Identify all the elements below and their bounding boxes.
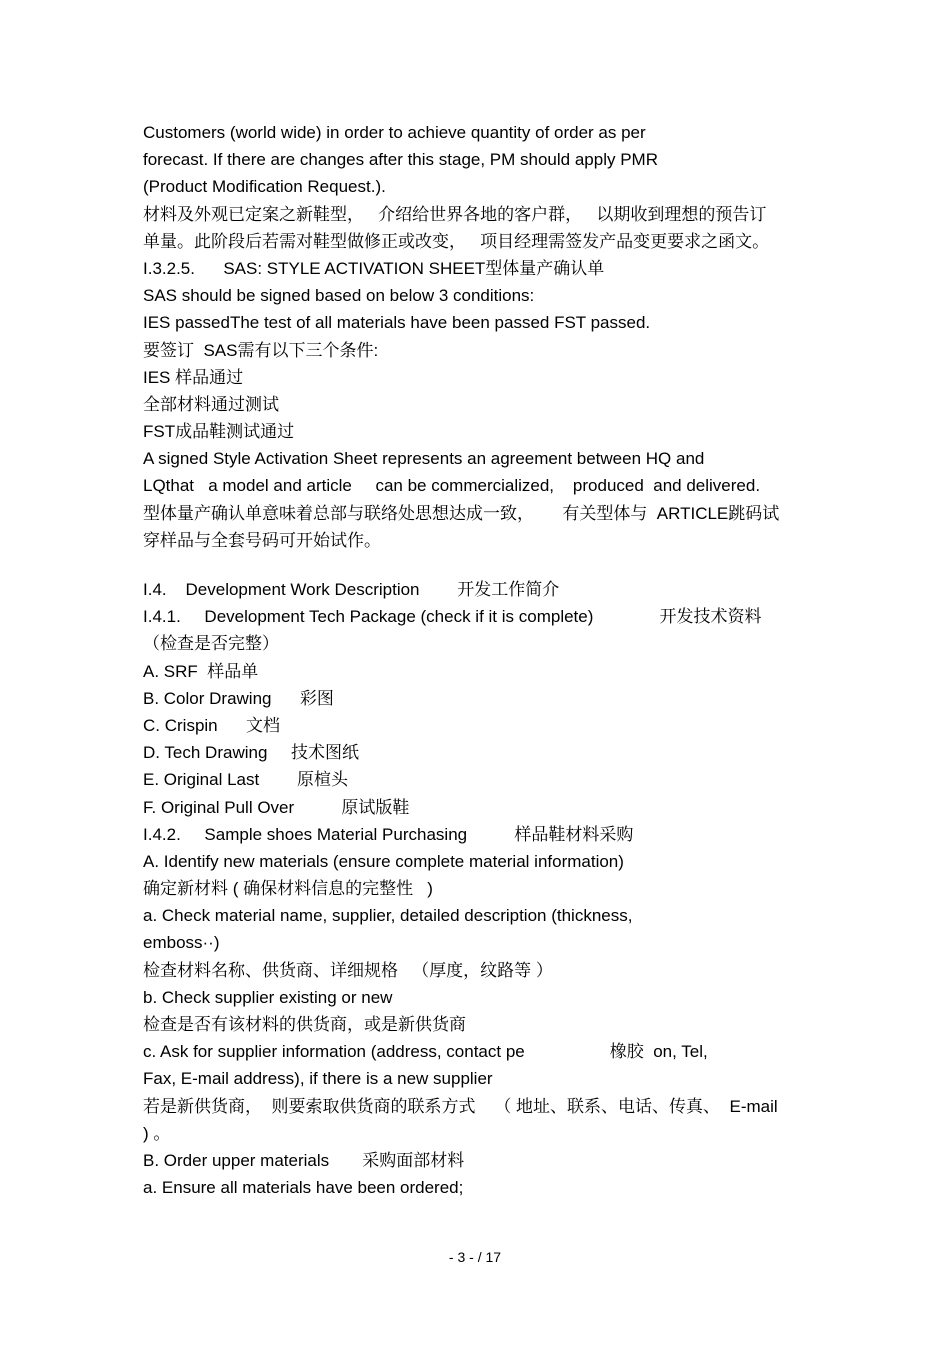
list-item: a. Ensure all materials have been ordered; (143, 1178, 464, 1198)
paragraph-gap (143, 554, 813, 576)
text-line: A signed Style Activation Sheet represents an agreement between HQ and (143, 449, 705, 469)
text-line: 材料及外观已定案之新鞋型， 介绍给世界各地的客户群， 以期收到理想的预告订 (143, 204, 767, 224)
text-line: IES passedThe test of all materials have been passed FST passed. (143, 313, 651, 333)
text-line: 确定新材料 ( 确保材料信息的完整性 ) (143, 879, 433, 899)
text-line: 检查是否有该材料的供货商，或是新供货商 (143, 1015, 466, 1034)
list-item: D. Tech Drawing 技术图纸 (143, 743, 360, 763)
list-item: E. Original Last 原楦头 (143, 770, 349, 790)
text-line: emboss··) (143, 933, 220, 953)
text-line: 全部材料通过测试 (143, 394, 279, 414)
text-line: Fax, E-mail address), if there is a new supplier (143, 1069, 493, 1089)
text-line: FST成品鞋测试通过 (143, 422, 295, 442)
text-line: 要签订 SAS需有以下三个条件: (143, 340, 379, 360)
list-item: A. Identify new materials (ensure complete material information) (143, 851, 624, 871)
text-line: LQthat a model and article can be commercialized, produced and delivered. (143, 476, 761, 496)
text-line: 型体量产确认单意味着总部与联络处思想达成一致， 有关型体与 ARTICLE跳码试 (143, 503, 780, 523)
section-heading: I.4. Development Work Description 开发工作简介 (143, 580, 560, 599)
list-item: c. Ask for supplier information (address, contact pe 橡胶 on, Tel, (143, 1042, 708, 1062)
list-item: C. Crispin 文档 (143, 715, 280, 735)
text-line: (Product Modification Request.). (143, 177, 386, 197)
text-line: forecast. If there are changes after this stage, PM should apply PMR (143, 150, 658, 170)
list-item: F. Original Pull Over 原试版鞋 (143, 797, 410, 817)
text-line: 穿样品与全套号码可开始试作。 (143, 530, 381, 550)
list-item: B. Order upper materials 采购面部材料 (143, 1150, 465, 1170)
page-number: - 3 - / 17 (448, 1249, 502, 1265)
text-line: Customers (world wide) in order to achieve quantity of order as per (143, 123, 646, 142)
text-line: IES 样品通过 (143, 367, 244, 387)
document-body (143, 119, 813, 1201)
list-item: b. Check supplier existing or new (143, 987, 393, 1007)
text-line: 若是新供货商， 则要索取供货商的联系方式 （ 地址、联系、电话、传真、 E-mail (143, 1096, 778, 1116)
list-item: B. Color Drawing 彩图 (143, 688, 334, 708)
text-line: （检查是否完整） (143, 634, 279, 654)
section-heading: I.3.2.5. SAS: STYLE ACTIVATION SHEET型体量产确认单 (143, 258, 605, 278)
text-line: 单量。此阶段后若需对鞋型做修正或改变， 项目经理需签发产品变更要求之函文。 (143, 231, 770, 251)
list-item: a. Check material name, supplier, detailed description (thickness, (143, 906, 633, 926)
text-line: ) 。 (143, 1123, 171, 1143)
text-line: 检查材料名称、供货商、详细规格 （厚度，纹路等 ） (143, 960, 553, 980)
section-heading: I.4.2. Sample shoes Material Purchasing 样品鞋材料采购 (143, 824, 634, 844)
text-line: SAS should be signed based on below 3 conditions: (143, 286, 535, 306)
section-heading: I.4.1. Development Tech Package (check if it is complete) 开发技术资料 (143, 607, 762, 627)
list-item: A. SRF 样品单 (143, 661, 259, 681)
